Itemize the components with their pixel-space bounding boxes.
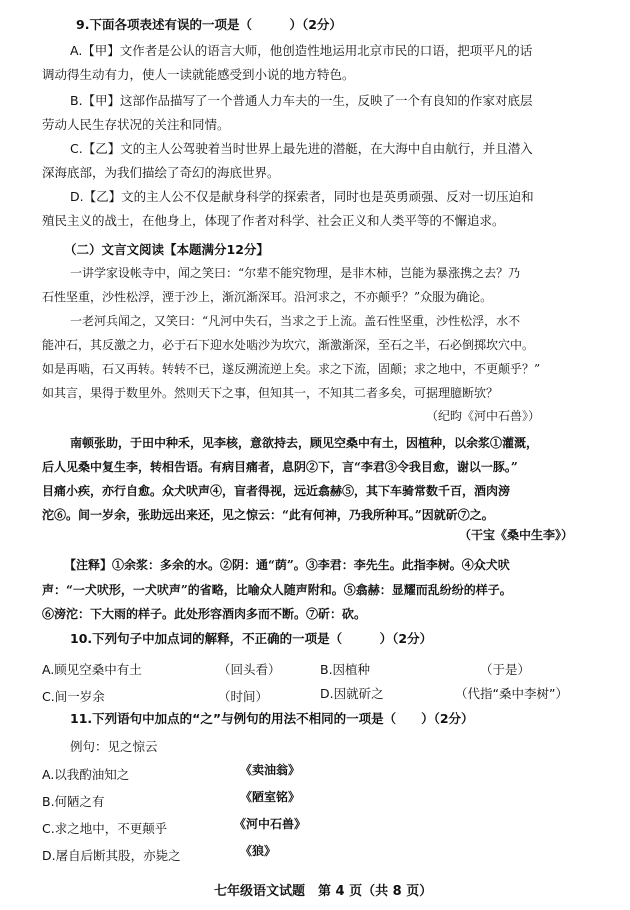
passage1-source: （纪昀《河中石兽》） [426,409,541,423]
q11-example: 例句：见之惊云 [70,739,158,754]
passage2-line1: 南顿张助，于田中种禾，见李核，意欲持去，顾见空桑中有土，因植种，以余浆①灌溉， [70,436,539,450]
q10-option-b-gloss: （于是） [480,662,531,677]
q9-stem: 9.下面各项表述有误的一项是（ ）（2分） [76,17,342,32]
q11-option-a: A.以我酌油知之 [42,767,130,782]
notes-line1: 【注释】①余浆：多余的水。②阴：通“荫”。③李君：李先生。此指李树。④众犬吠 [64,558,510,572]
q9-option-b-line1: B.【甲】这部作品描写了一个普通人力车夫的一生，反映了一个有良知的作家对底层 [70,93,533,108]
passage2-line4: 沱⑥。间一岁余，张助远出来还，见之惊云：“此有何神，乃我所种耳。”因就斫⑦之。 [42,508,494,522]
q9-option-c-line1: C.【乙】文的主人公驾驶着当时世界上最先进的潜艇，在大海中自由航行，并且潜入 [70,141,533,156]
q11-option-c: C.求之地中，不更颠乎 [42,821,168,836]
passage2-line2: 后人见桑中复生李，转相告语。有病目痛者，息阴②下，言“李君③令我目愈，谢以一豚。” [42,460,518,474]
q9-option-d-line2: 殖民主义的战士，在他身上，体现了作者对科学、社会正义和人类平等的不懈追求。 [42,213,505,228]
notes-line3: ⑥滂沱：下大雨的样子。此处形容酒肉多而不断。⑦斫：砍。 [42,607,367,621]
section-heading: （二）文言文阅读【本题满分12分】 [64,242,269,257]
page-footer: 七年级语文试题 第 4 页（共 8 页） [214,884,433,899]
q10-option-d: D.因就斫之 [320,686,384,701]
q11-option-d: D.屠自后断其股，亦毙之 [42,848,181,863]
q10-option-b: B.因植种 [320,662,371,677]
q9-option-a-line2: 调动得生动有力，使人一读就能感受到小说的地方特色。 [42,67,355,82]
passage2-source: （干宝《桑中生李》） [459,528,574,542]
passage1-p2-line4: 如其言，果得于数里外。然则天下之事，但知其一，不知其二者多矣，可据理臆断欤？ [42,386,499,400]
passage1-p1-line1: 一讲学家设帐寺中，闻之笑曰：“尔辈不能究物理，是非木柿，岂能为暴涨携之去？乃 [70,266,521,280]
q9-option-d-line1: D.【乙】文的主人公不仅是献身科学的探索者，同时也是英勇顽强、反对一切压迫和 [70,189,534,204]
q11-option-d-ref: 《狼》 [240,844,277,858]
q11-stem: 11.下列语句中加点的“之”与例句的用法不相同的一项是（ ）（2分） [70,711,474,726]
q11-option-c-ref: 《河中石兽》 [234,817,307,831]
notes-line2: 声：“一犬吠形，一犬吠声”的省略，比喻众人随声附和。⑤翕赫：显耀而乱纷纷的样子。 [42,583,512,597]
q9-option-c-line2: 深海底部，为我们描绘了奇幻的海底世界。 [42,165,280,180]
q10-option-a: A.顾见空桑中有土 [42,662,142,677]
q9-option-b-line2: 劳动人民生存状况的关注和同情。 [42,117,230,132]
q11-option-b: B.何陋之有 [42,794,105,809]
q11-option-a-ref: 《卖油翁》 [240,763,301,777]
passage1-p1-line2: 石性坚重，沙性松浮，湮于沙上，渐沉渐深耳。沿河求之，不亦颠乎？”众服为确论。 [42,290,493,304]
q9-option-a-line1: A.【甲】文作者是公认的语言大师，他创造性地运用北京市民的口语，把项平凡的话 [70,43,533,58]
passage1-p2-line2: 能冲石，其反激之力，必于石下迎水处啮沙为坎穴，渐激渐深，至石之半，石必倒掷坎穴中。 [42,338,535,352]
q11-option-b-ref: 《陋室铭》 [240,790,301,804]
q10-option-a-gloss: （回头看） [218,662,281,677]
passage1-p2-line1: 一老河兵闻之，又笑曰：“凡河中失石，当求之于上流。盖石性坚重，沙性松浮，水不 [70,314,521,328]
passage2-line3: 目痛小疾，亦行自愈。众犬吠声④，盲者得视，远近翕赫⑤，其下车骑常数千百，酒肉滂 [42,484,511,498]
q10-option-c-gloss: （时间） [218,689,269,704]
q10-stem: 10.下列句子中加点词的解释，不正确的一项是（ ）（2分） [70,631,433,646]
passage1-p2-line3: 如是再啮，石又再转。转转不已，遂反溯流逆上矣。求之下流，固颠；求之地中，不更颠乎？” [42,362,541,376]
q10-option-d-gloss: （代指“桑中李树”） [455,686,568,701]
q10-option-c: C.间一岁余 [42,689,105,704]
